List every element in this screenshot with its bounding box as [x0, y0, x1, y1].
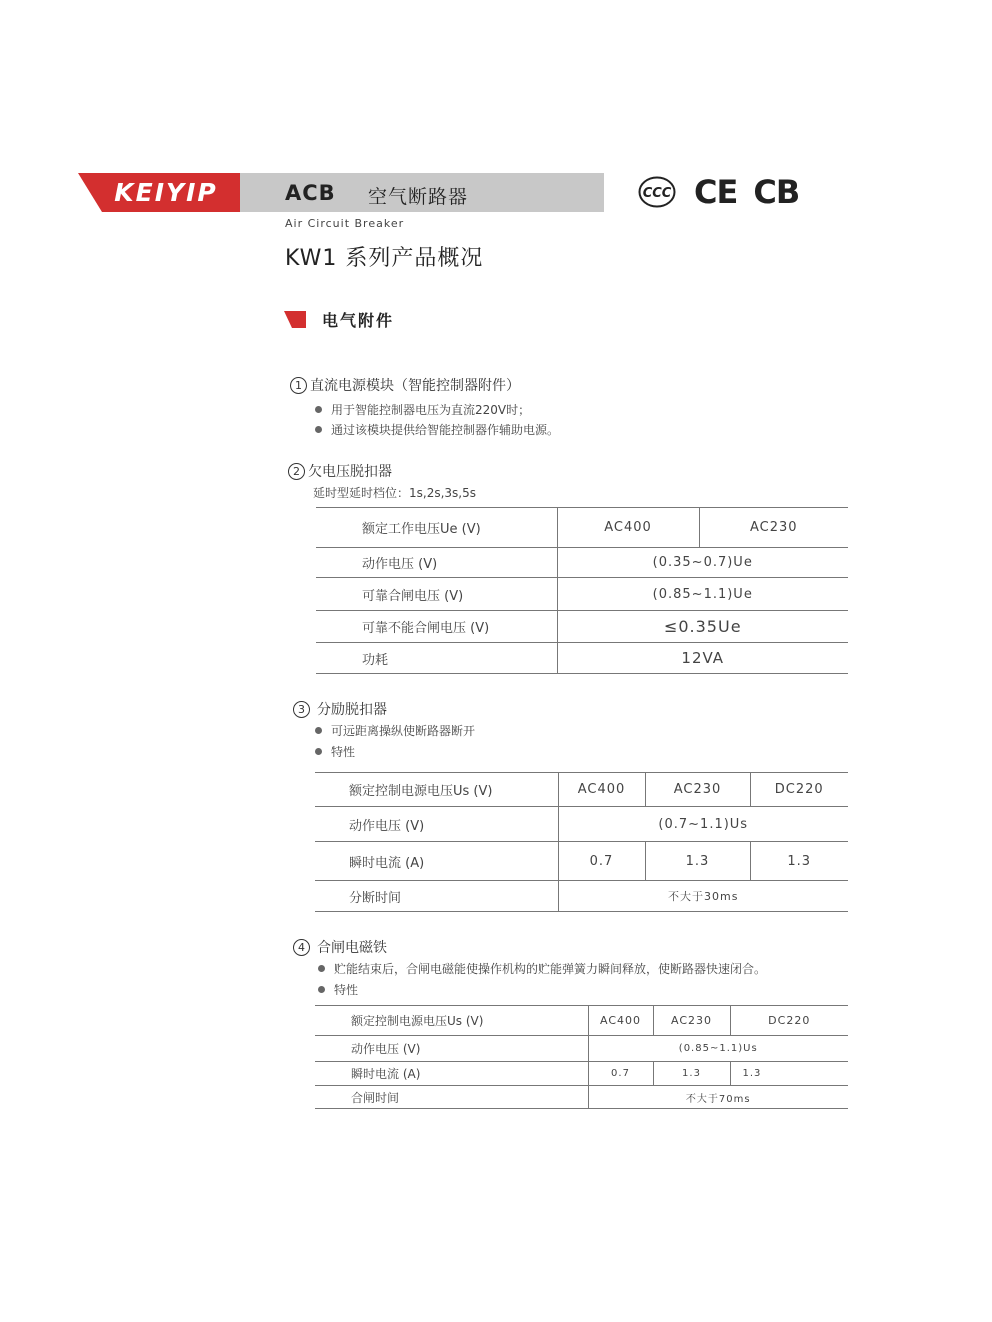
table-header-cell: AC400	[588, 1006, 653, 1036]
table-row	[315, 842, 848, 881]
table-header-cell: DC220	[730, 1006, 848, 1036]
section-marker-icon	[284, 311, 306, 328]
table-row	[315, 1036, 848, 1062]
item3-title	[293, 699, 387, 719]
table-row	[315, 881, 848, 912]
item3-bullet-1	[315, 722, 475, 739]
table-cell: 功耗	[316, 643, 557, 674]
logo-text: KEIYIP	[114, 178, 218, 207]
table-row	[316, 643, 848, 674]
table-cell: (0.85~1.1)Us	[588, 1036, 848, 1062]
table-cell: (0.35~0.7)Ue	[557, 548, 848, 578]
table-header-cell: AC230	[699, 508, 848, 548]
table-cell: 合闸时间	[315, 1086, 588, 1109]
table-cell: 不大于70ms	[588, 1086, 848, 1109]
table-cell: 动作电压 (V)	[315, 807, 558, 842]
item4-bullet-1	[318, 960, 766, 977]
table-row	[315, 807, 848, 842]
bullet-dot	[318, 986, 325, 993]
bullet-dot	[315, 748, 322, 755]
certification-marks	[638, 175, 799, 209]
table-cell: 动作电压 (V)	[316, 548, 557, 578]
table-header-cell: 额定工作电压Ue (V)	[316, 508, 557, 548]
bullet-dot	[318, 965, 325, 972]
table-header-cell: DC220	[750, 773, 848, 807]
product-code: ACB	[285, 181, 336, 205]
table-header-cell: AC230	[653, 1006, 730, 1036]
item4-title-text: 合闸电磁铁	[317, 940, 387, 956]
table-cell: 0.7	[558, 842, 645, 881]
section-heading	[284, 308, 394, 331]
table-cell: (0.85~1.1)Ue	[557, 578, 848, 611]
table-row	[315, 1006, 848, 1036]
table-cell: 1.3	[730, 1062, 848, 1086]
item1-bullet-1-text: 用于智能控制器电压为直流220V时；	[331, 403, 531, 417]
item1-bullet-2	[315, 421, 559, 438]
table-row	[316, 578, 848, 611]
table-cell: ≤0.35Ue	[557, 611, 848, 643]
item1-bullet-2-text: 通过该模块提供给智能控制器作辅助电源。	[331, 423, 560, 437]
item3-title-text: 分励脱扣器	[317, 702, 387, 718]
table-header-cell: AC400	[557, 508, 699, 548]
item3-bullet-1-text: 可远距离操纵使断路器断开	[331, 724, 476, 738]
product-name-en: Air Circuit Breaker	[285, 217, 405, 230]
item1-title	[290, 375, 520, 395]
table-cell: 12VA	[557, 643, 848, 674]
item1-title-text: 直流电源模块（智能控制器附件）	[310, 378, 520, 394]
table-cell: 可靠不能合闸电压 (V)	[316, 611, 557, 643]
table-cell: 1.3	[750, 842, 848, 881]
ccc-mark-text: CCC	[642, 186, 672, 201]
bullet-dot	[315, 727, 322, 734]
item4-bullet-2	[318, 981, 358, 998]
table-header-cell: 额定控制电源电压Us (V)	[315, 1006, 588, 1036]
ccc-mark-icon	[638, 176, 676, 208]
item4-number: 4	[293, 939, 310, 956]
table-cell: 1.3	[645, 842, 750, 881]
table-row	[315, 773, 848, 807]
item3-bullet-2	[315, 743, 355, 760]
ce-mark: CE	[694, 173, 738, 211]
table-header-cell: AC400	[558, 773, 645, 807]
item1-bullet-1	[315, 401, 530, 418]
item3-number: 3	[293, 701, 310, 718]
item4-title	[293, 937, 387, 957]
table-cell: 可靠合闸电压 (V)	[316, 578, 557, 611]
section-title: 电气附件	[322, 311, 395, 330]
item2-title	[288, 461, 392, 481]
table-row	[316, 548, 848, 578]
table-cell: 动作电压 (V)	[315, 1036, 588, 1062]
table-row	[315, 1062, 848, 1086]
bullet-dot	[315, 426, 322, 433]
table-header-cell: 额定控制电源电压Us (V)	[315, 773, 558, 807]
item3-bullet-2-text: 特性	[331, 745, 356, 759]
item4-bullet-1-text: 贮能结束后，合闸电磁能使操作机构的贮能弹簧力瞬间释放，使断路器快速闭合。	[334, 962, 767, 976]
table-cell: 瞬时电流 (A)	[315, 1062, 588, 1086]
item2-title-text: 欠电压脱扣器	[308, 464, 392, 480]
undervoltage-table	[316, 507, 848, 674]
table-cell: 瞬时电流 (A)	[315, 842, 558, 881]
table-cell: 分断时间	[315, 881, 558, 912]
bullet-dot	[315, 406, 322, 413]
product-name-cn: 空气断路器	[368, 186, 469, 208]
table-row	[315, 1086, 848, 1109]
closing-electromagnet-table	[315, 1005, 848, 1109]
table-row	[316, 508, 848, 548]
shunt-release-table	[315, 772, 848, 912]
item1-number: 1	[290, 377, 307, 394]
table-cell: 0.7	[588, 1062, 653, 1086]
table-row	[316, 611, 848, 643]
table-cell: (0.7~1.1)Us	[558, 807, 848, 842]
item4-bullet-2-text: 特性	[334, 983, 359, 997]
table-header-cell: AC230	[645, 773, 750, 807]
item2-number: 2	[288, 463, 305, 480]
page-title: KW1 系列产品概况	[285, 246, 484, 271]
table-cell: 不大于30ms	[558, 881, 848, 912]
table-cell: 1.3	[653, 1062, 730, 1086]
brand-logo	[78, 173, 240, 212]
cb-mark: CB	[753, 173, 800, 211]
item2-note: 延时型延时档位：1s,2s,3s,5s	[313, 486, 476, 500]
